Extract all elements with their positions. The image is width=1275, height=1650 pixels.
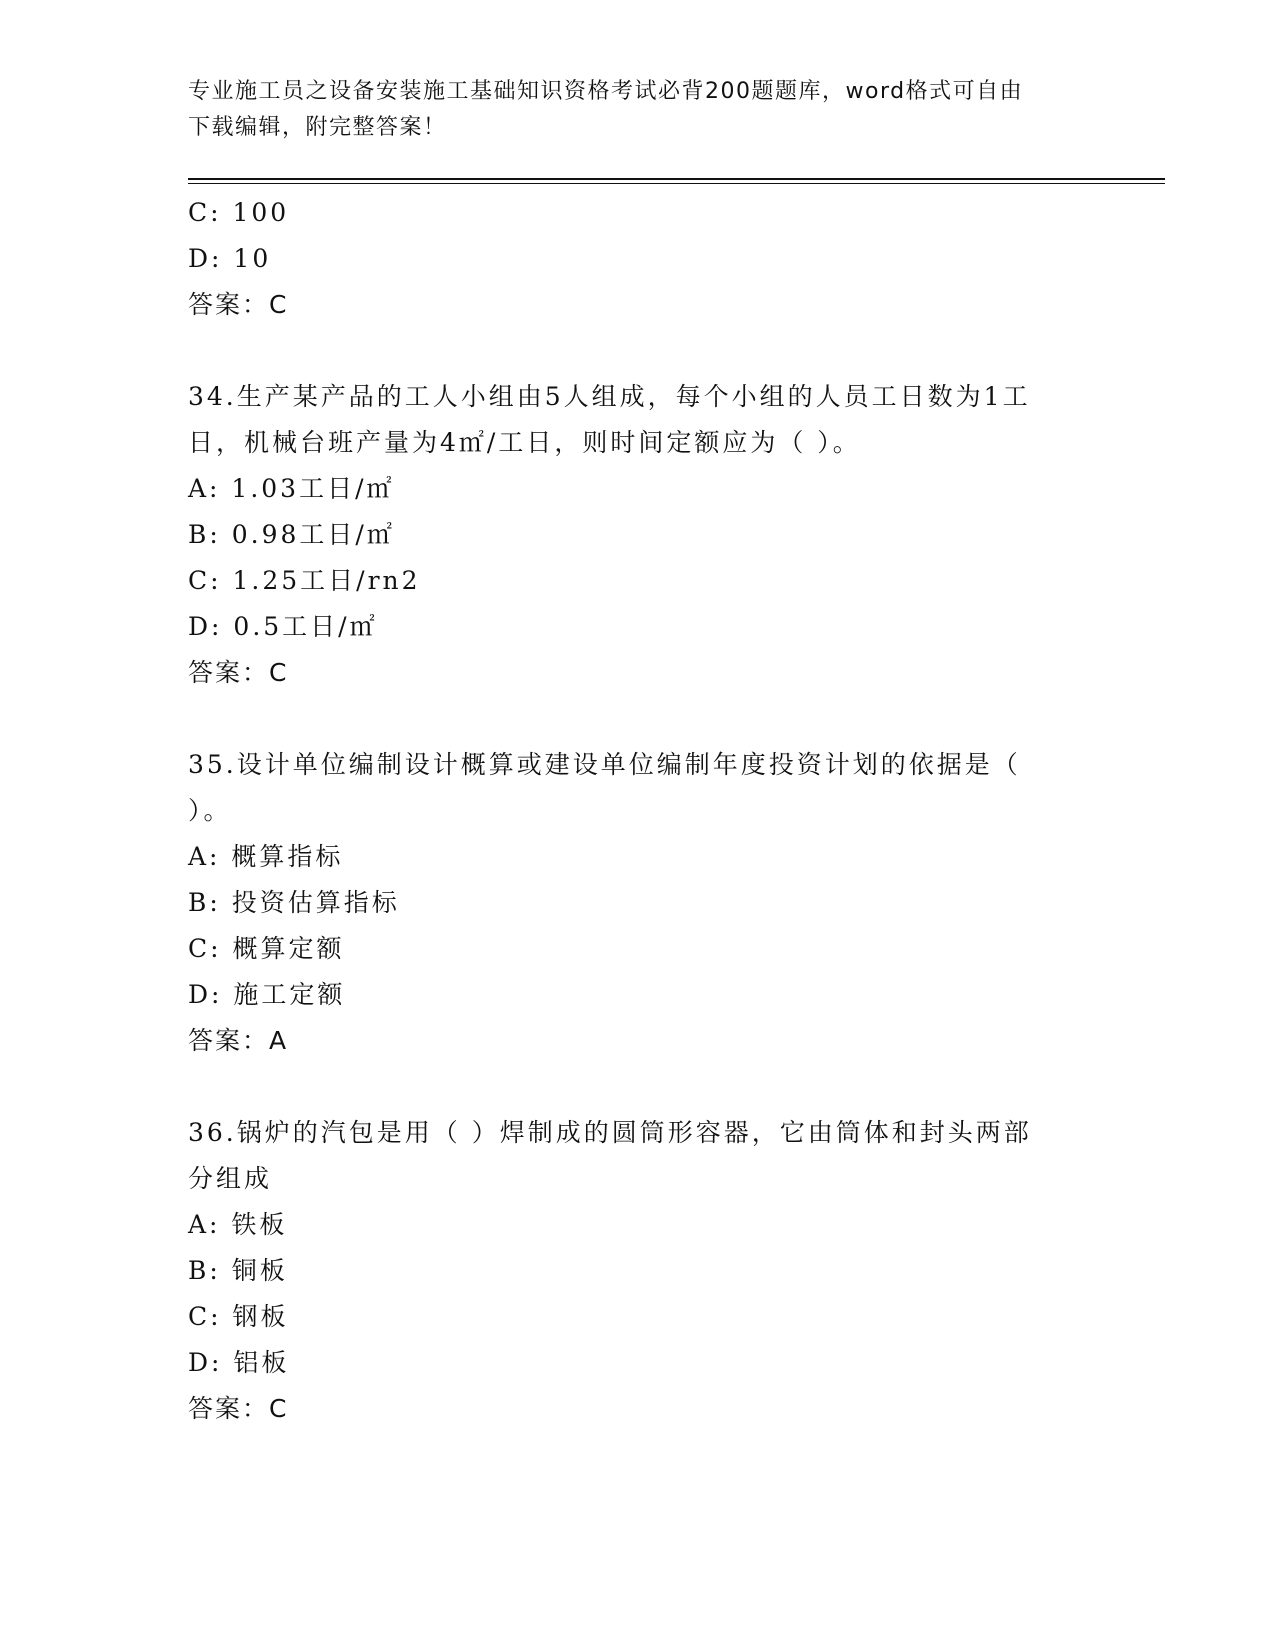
question-36: [188, 1110, 1088, 1432]
option-d: D: 0.5工日/㎡: [188, 612, 378, 641]
spacer: [188, 328, 1088, 374]
header-line-2: 下载编辑，附完整答案！: [188, 115, 447, 140]
option-d: D: 施工定额: [188, 980, 346, 1009]
question-list: [188, 190, 1088, 1432]
question-34: [188, 374, 1088, 696]
option-b: B: 0.98工日/㎡: [188, 520, 395, 549]
question-35: [188, 742, 1088, 1064]
question-text-line: 34.生产某产品的工人小组由5人组成，每个小组的人员工日数为1工: [188, 382, 1031, 411]
option-d: D: 10: [188, 244, 272, 273]
spacer: [188, 1064, 1088, 1110]
question-text-line: 36.锅炉的汽包是用（ ）焊制成的圆筒形容器，它由筒体和封头两部: [188, 1118, 1032, 1147]
header-line-1: 专业施工员之设备安装施工基础知识资格考试必背200题题库，word格式可自由: [188, 79, 1024, 104]
option-c: C: 1.25工日/rn2: [188, 566, 421, 595]
option-b: B: 铜板: [188, 1256, 288, 1285]
option-d: D: 铝板: [188, 1348, 290, 1377]
answer-line: 答案：C: [188, 1394, 289, 1423]
spacer: [188, 696, 1088, 742]
option-c: C: 100: [188, 198, 290, 227]
document-header: [188, 74, 1088, 146]
answer-line: 答案：C: [188, 290, 289, 319]
carried-over-question: [188, 190, 1088, 328]
question-text-line: ）。: [188, 796, 232, 825]
question-text-line: 日，机械台班产量为4㎡/工日，则时间定额应为（ ）。: [188, 428, 861, 457]
header-divider-thin: [188, 183, 1165, 184]
question-text-line: 35.设计单位编制设计概算或建设单位编制年度投资计划的依据是（: [188, 750, 1021, 779]
option-c: C: 钢板: [188, 1302, 289, 1331]
option-a: A: 铁板: [188, 1210, 288, 1239]
option-b: B: 投资估算指标: [188, 888, 400, 917]
option-c: C: 概算定额: [188, 934, 345, 963]
header-divider-thick: [188, 178, 1165, 180]
option-a: A: 1.03工日/㎡: [188, 474, 395, 503]
question-text-line: 分组成: [188, 1164, 273, 1193]
answer-line: 答案：C: [188, 658, 289, 687]
option-a: A: 概算指标: [188, 842, 344, 871]
answer-line: 答案：A: [188, 1026, 289, 1055]
